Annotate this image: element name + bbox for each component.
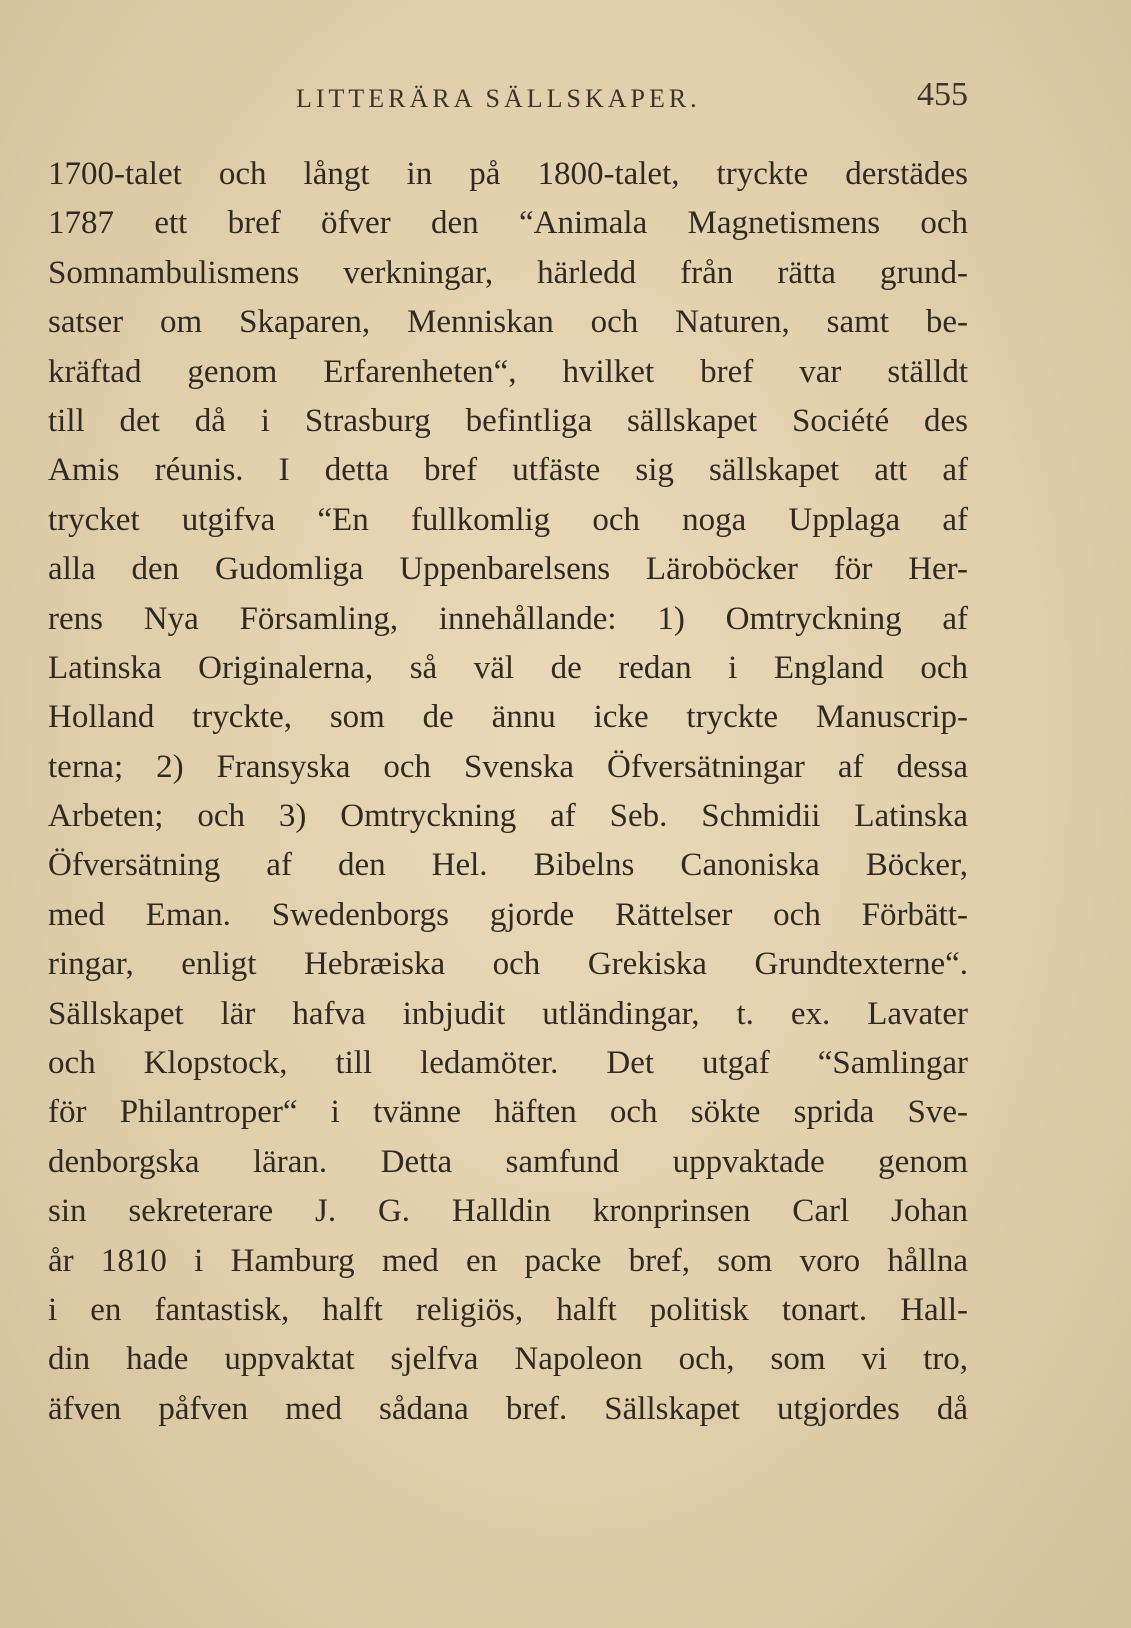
text-line: satser om Skaparen, Menniskan och Naturen, samt be-	[48, 304, 968, 341]
page-number: 455	[917, 76, 968, 113]
text-line: ringar, enligt Hebræiska och Grekiska Grundtexterne“.	[48, 946, 968, 983]
text-line: Amis réunis. I detta bref utfäste sig sällskapet att af	[48, 452, 968, 489]
text-line: Sällskapet lär hafva inbjudit utländingar, t. ex. Lavater	[48, 995, 968, 1032]
text-line: Latinska Originalerna, så väl de redan i England och	[48, 649, 968, 686]
text-line: trycket utgifva “En fullkomlig och noga Upplaga af	[48, 501, 968, 538]
text-line: sin sekreterare J. G. Halldin kronprinsen Carl Johan	[48, 1193, 968, 1230]
text-line: till det då i Strasburg befintliga sällskapet Société des	[48, 402, 968, 439]
text-line: år 1810 i Hamburg med en packe bref, som voro hållna	[48, 1242, 968, 1279]
text-line: 1700-talet och långt in på 1800-talet, tryckte derstädes	[48, 156, 968, 192]
text-line: 1787 ett bref öfver den “Animala Magnetismens och	[48, 205, 968, 242]
text-line: Holland tryckte, som de ännu icke tryckte Manuscrip-	[48, 699, 968, 736]
text-line: och Klopstock, till ledamöter. Det utgaf “Samlingar	[48, 1045, 968, 1082]
text-line: i en fantastisk, halft religiös, halft politisk tonart. Hall-	[48, 1291, 968, 1328]
body-text	[48, 150, 968, 1434]
running-head: LITTERÄRA SÄLLSKAPER.	[296, 84, 701, 113]
text-line: för Philantroper“ i tvänne häften och sökte sprida Sve-	[48, 1094, 968, 1131]
text-line: din hade uppvaktat sjelfva Napoleon och, som vi tro,	[48, 1341, 968, 1378]
text-line: alla den Gudomliga Uppenbarelsens Läroböcker för Her-	[48, 551, 968, 588]
text-line: Arbeten; och 3) Omtryckning af Seb. Schmidii Latinska	[48, 798, 968, 835]
page-header	[48, 74, 968, 124]
text-line: Öfversätning af den Hel. Bibelns Canoniska Böcker,	[48, 847, 968, 884]
text-line: rens Nya Församling, innehållande: 1) Omtryckning af	[48, 600, 968, 637]
text-line: denborgska läran. Detta samfund uppvaktade genom	[48, 1143, 968, 1180]
text-line: äfven påfven med sådana bref. Sällskapet utgjordes då	[48, 1390, 968, 1427]
text-line: Somnambulismens verkningar, härledd från rätta grund-	[48, 254, 968, 291]
text-line: kräftad genom Erfarenheten“, hvilket bref var ställdt	[48, 353, 968, 390]
text-line: terna; 2) Fransyska och Svenska Öfversätningar af dessa	[48, 748, 968, 785]
text-line: med Eman. Swedenborgs gjorde Rättelser och Förbätt-	[48, 896, 968, 933]
